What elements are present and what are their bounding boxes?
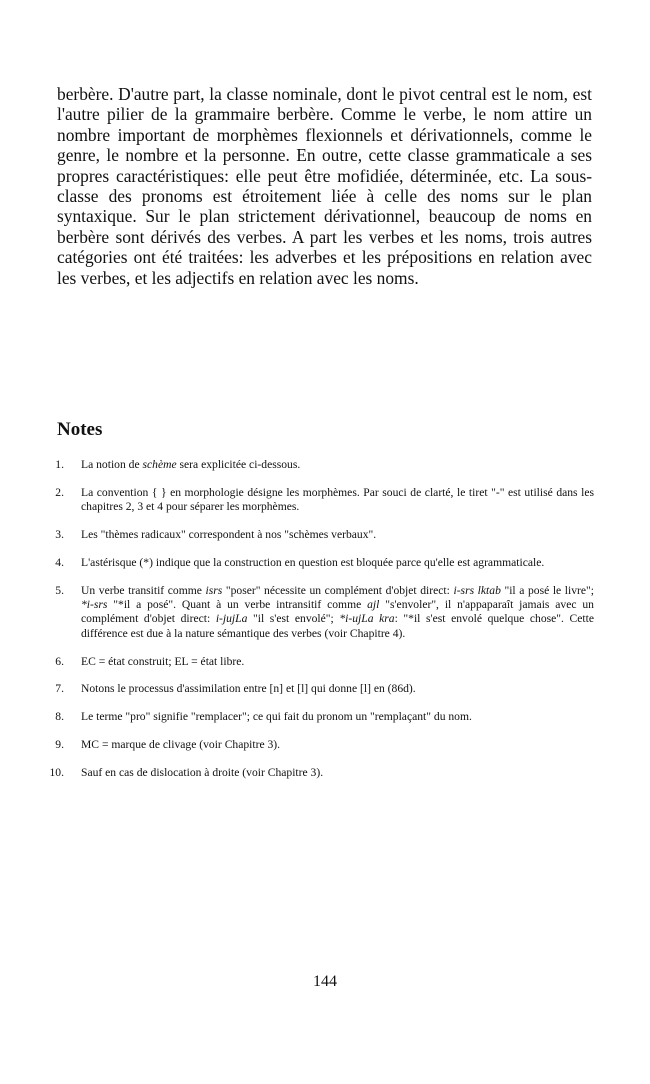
note-segment: "*il a posé". Quant à un verbe intransitif comme: [107, 598, 368, 611]
note-text: [81, 655, 594, 669]
note-italic-term: *i-ujLa kra: [339, 612, 395, 626]
note-item: [36, 556, 594, 570]
note-number: 2.: [55, 485, 64, 499]
note-item: [36, 682, 594, 696]
note-segment: Le terme "pro" signifie "remplacer"; ce qui fait du pronom un "remplaçant" du nom.: [81, 710, 472, 724]
note-number: 5.: [55, 583, 64, 597]
note-italic-term: schème: [142, 458, 177, 471]
note-segment: La convention { } en morphologie désigne les morphèmes. Par souci de clarté, le tiret "-" est utilisé dans les chapitres 2, 3 et 4 pour séparer les morphèmes.: [81, 485, 594, 514]
note-segment: MC = marque de clivage (voir Chapitre 3).: [81, 738, 281, 751]
note-segment: sera explicitée ci-dessous.: [176, 458, 301, 471]
note-segment: Notons le processus d'assimilation entre [n] et [l] qui donne [l] en (86d).: [81, 682, 416, 696]
note-italic-term: i-srs lktab: [453, 583, 501, 597]
note-text: [81, 682, 594, 696]
note-segment: : "*il s'est envolé quelque chose". Cette différence est due à la nature sémantique des verbes (voir Chapitre 4).: [81, 612, 595, 640]
notes-list: [36, 458, 594, 794]
note-segment: L'astérisque (*) indique que la construction en question est bloquée parce qu'elle est agrammaticale.: [81, 555, 545, 569]
note-italic-term: ajl: [367, 598, 380, 611]
note-segment: Un verbe transitif comme: [81, 583, 206, 597]
note-text: [81, 584, 594, 642]
note-item: [36, 584, 594, 642]
note-segment: "il s'est envolé";: [247, 612, 340, 626]
note-item: [36, 528, 594, 542]
note-italic-term: *i-srs: [81, 598, 108, 611]
note-number: 4.: [55, 555, 64, 569]
note-number: 7.: [55, 682, 64, 696]
note-text: [81, 486, 594, 515]
note-number: 6.: [55, 654, 64, 668]
note-italic-term: isrs: [205, 583, 223, 597]
note-segment: EC = état construit; EL = état libre.: [81, 654, 245, 668]
note-segment: La notion de: [81, 458, 143, 471]
note-text: [81, 458, 594, 472]
body-paragraph: berbère. D'autre part, la classe nominale, dont le pivot central est le nom, est l'autre pilier de la grammaire berbère. Comme le verbe, le nom attire un nombre important de morphèmes flexionnels et dérivationnels, comme le genre, le nombre et la personne. En outre, cette classe grammaticale a ses propres caractéristiques: elle peut être mofidiée, déterminée, etc. La sous-classe des pronoms est étroitement liée à celle des noms sur le plan syntaxique. Sur le plan strictement dérivationnel, beaucoup de noms en berbère sont dérivés des verbes. A part les verbes et les noms, trois autres catégories ont été traitées: les adverbes et les prépositions en relation avec les verbes, et les adjectifs en relation avec les noms.: [57, 84, 592, 288]
note-segment: "s'envoler", il n'appaparaît jamais avec un complément d'objet direct:: [81, 598, 594, 626]
note-text: [81, 766, 594, 780]
note-text: [81, 528, 594, 542]
note-number: 10.: [49, 765, 64, 779]
note-number: 3.: [55, 528, 64, 541]
note-segment: "il a posé le livre";: [500, 583, 595, 597]
note-italic-term: i-jujLa: [215, 612, 248, 626]
notes-heading: Notes: [57, 419, 103, 440]
note-item: [36, 738, 594, 752]
note-item: [36, 486, 594, 515]
note-segment: Les "thèmes radicaux" correspondent à nos "schèmes verbaux".: [81, 528, 377, 541]
note-text: [81, 710, 594, 724]
note-item: [36, 655, 594, 669]
note-item: [36, 458, 594, 472]
note-number: 9.: [55, 738, 64, 751]
note-number: 8.: [55, 710, 64, 724]
note-item: [36, 766, 594, 780]
note-segment: Sauf en cas de dislocation à droite (voir Chapitre 3).: [81, 765, 324, 779]
note-text: [81, 738, 594, 752]
page-number: 144: [313, 973, 337, 990]
note-segment: "poser" nécessite un complément d'objet direct:: [222, 583, 454, 597]
note-number: 1.: [55, 458, 64, 471]
note-item: [36, 710, 594, 724]
note-text: [81, 556, 594, 570]
